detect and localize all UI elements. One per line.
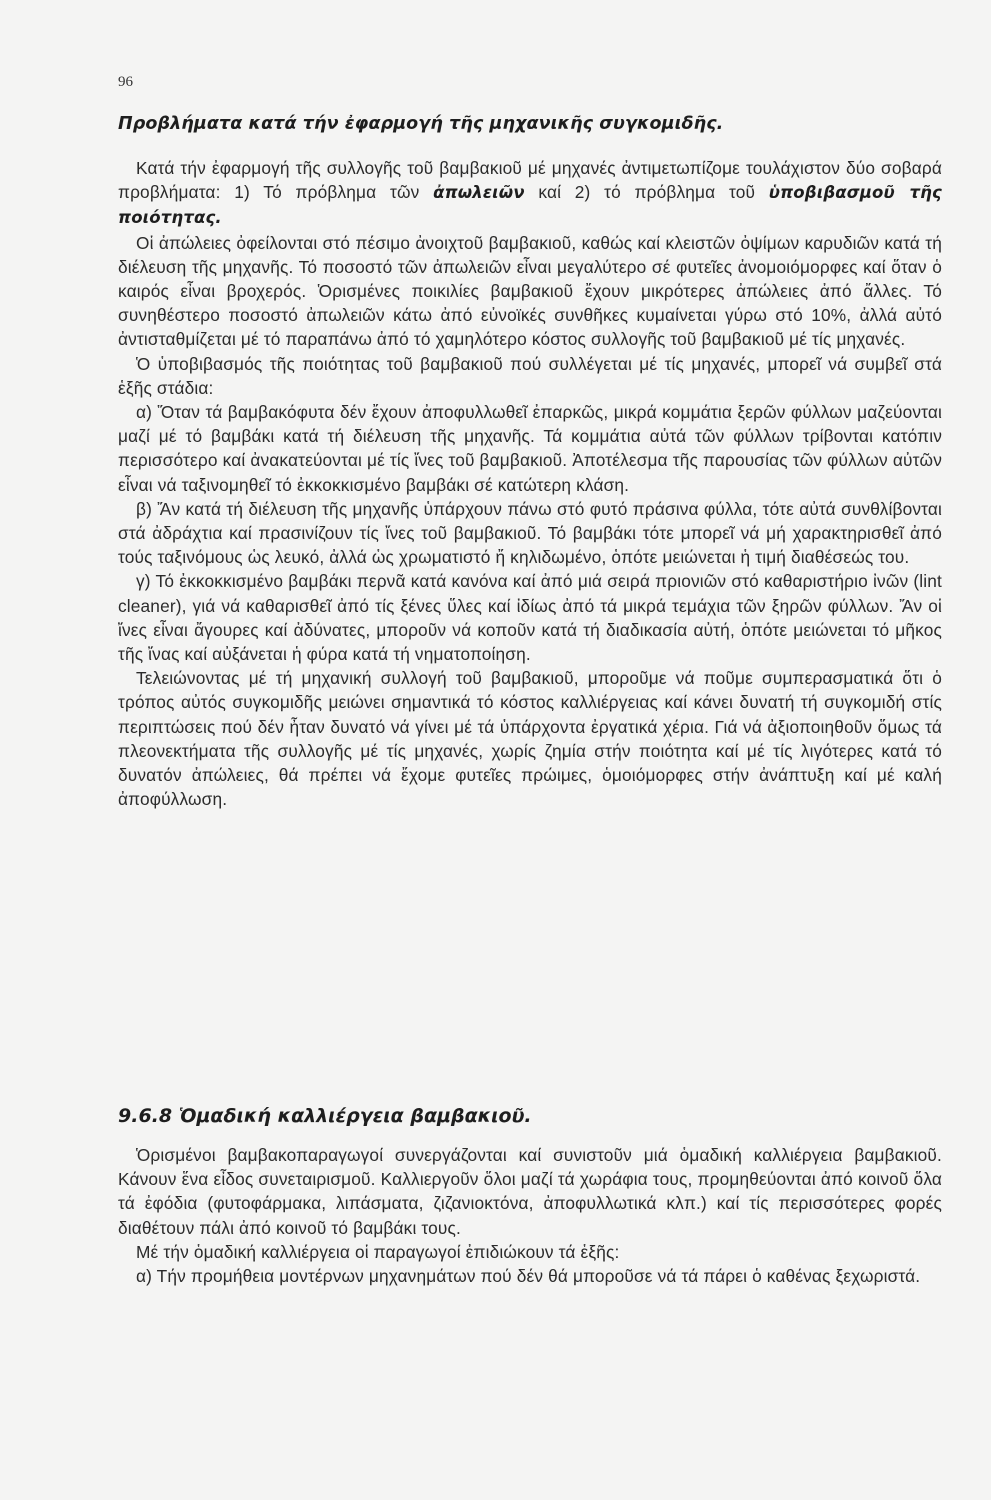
paragraph-losses: Οἱ ἀπώλειες ὀφείλονται στό πέσιμο ἀνοιχτοῦ βαμβακιοῦ, καθώς καί κλειστῶν ὀψίμων καρυδιῶν κατά τή διέλευση τῆς μηχανῆς. Τό ποσοστό τῶν ἀπωλειῶν εἶναι μεγαλύτερο σέ φυτεῖες ἀνομοιόμορφες καί ὅταν ὁ καιρός εἶναι βροχερός. Ὁρισμένες ποικιλίες βαμβακιοῦ ἔχουν μικρότερες ἀπώλειες ἀπό ἄλλες. Τό συνηθέστερο ποσοστό ἀπωλειῶν κάτω ἀπό εὐνοϊκές συνθῆκες κυμαίνεται γύρω στό 10%, ἀλλά αὐτό ἀντισταθμίζεται μέ τό παραπάνω ἀπό τό χαμηλότερο κόστος συλλογῆς τοῦ βαμβακιοῦ μέ τίς μηχανές. (118, 232, 942, 350)
paragraph-cooperative: Ὁρισμένοι βαμβακοπαραγωγοί συνεργάζονται καί συνιστοῦν μιά ὁμαδική καλλιέργεια βαμβακιοῦ. Κάνουν ἕνα εἶδος συνεταιρισμοῦ. Καλλιεργοῦν ὅλοι μαζί τά χωράφια τους, προμηθεύονται ἀπό κοινοῦ ὅλα τά ἐφόδια (φυτοφάρμακα, λιπάσματα, ζιζανιοκτόνα, ἀποφυλλωτικά κλπ.) καί τίς περισσότερες φορές διαθέτουν πάλι ἀπό κοινοῦ τό βαμβάκι τους. (118, 1145, 942, 1238)
list-item-a-dry-leaves: α) Ὅταν τά βαμβακόφυτα δέν ἔχουν ἀποφυλλωθεῖ ἐπαρκῶς, μικρά κομμάτια ξερῶν φύλλων μαζεύονται μαζί μέ τό βαμβάκι κατά τή διέλευση τῆς μηχανῆς. Τά κομμάτια αὐτά τῶν φύλλων τρίβονται κατόπιν περισσότερο καί ἀνακατεύονται μέ τίς ἴνες τοῦ βαμβακιοῦ. Ἀποτέλεσμα τῆς παρουσίας τῶν φύλλων αὐτῶν εἶναι νά ταξινομηθεῖ τό ἐκκοκκισμένο βαμβάκι σέ κατώτερη κλάση. (118, 402, 942, 495)
section-heading-group-cultivation: 9.6.8 Ὁμαδική καλλιέργεια βαμβακιοῦ. (118, 1105, 532, 1127)
emphasis-quality-downgrade: ὑποβιβασμοῦ τῆς ποιότητας. (118, 183, 942, 228)
emphasis-losses: ἀπωλειῶν (433, 183, 525, 203)
paragraph-text: Κατά τήν ἐφαρμογή τῆς συλλογῆς τοῦ βαμβακιοῦ μέ μηχανές ἀντιμετωπίζομε τουλάχιστον δύο σοβαρά προβλήματα: 1) Τό πρόβλημα τῶν (118, 158, 942, 203)
list-item-c-lint-cleaner: γ) Τό ἐκκοκκισμένο βαμβάκι περνᾶ κατά κανόνα καί ἀπό μιά σειρά πριονιῶν στό καθαριστήριο ἰνῶν (lint cleaner), γιά νά καθαρισθεῖ ἀπό τίς ξένες ὕλες καί ἰδίως ἀπό τά μικρά τεμάχια τῶν ξηρῶν φύλλων. Ἄν οἱ ἴνες εἶναι ἄγουρες καί ἀδύνατες, μποροῦν νά κοποῦν κατά τή διαδικασία αὐτή, ὁπότε μειώνεται τό μῆκος τῆς ἴνας καί αὐξάνεται ἡ φύρα κατά τή νηματοποίηση. (118, 571, 942, 665)
section-body-group-cultivation (118, 1143, 942, 1288)
paragraph-two-problems (118, 156, 942, 231)
list-item-a-machinery: α) Τήν προμήθεια μοντέρνων μηχανημάτων πού δέν θά μποροῦσε νά τά πάρει ὁ καθένας ξεχωριστά. (136, 1266, 921, 1287)
paragraph-text: καί 2) τό πρόβλημα τοῦ (524, 182, 769, 203)
section-body-harvest-problems (118, 156, 942, 811)
paragraph-goals-intro: Μέ τήν ὁμαδική καλλιέργεια οἱ παραγωγοί ἐπιδιώκουν τά ἑξῆς: (136, 1241, 620, 1262)
page-number: 96 (118, 74, 133, 90)
list-item-b-green-leaves: β) Ἄν κατά τή διέλευση τῆς μηχανῆς ὑπάρχουν πάνω στό φυτό πράσινα φύλλα, τότε αὐτά συνθλίβονται στά ἀδράχτια καί πρασινίζουν τίς ἴνες τοῦ βαμβακιοῦ. Τό βαμβάκι τότε μπορεῖ νά μή χαρακτηρισθεῖ ἀπό τούς ταξινόμους ὡς λευκό, ἀλλά ὡς χρωματιστό ἤ κηλιδωμένο, ὁπότε μειώνεται ἡ τιμή διαθέσεώς του. (118, 498, 942, 568)
section-heading-harvest-problems: Προβλήματα κατά τήν ἐφαρμογή τῆς μηχανικῆς συγκομιδῆς. (118, 114, 724, 134)
paragraph-quality-intro: Ὁ ὑποβιβασμός τῆς ποιότητας τοῦ βαμβακιοῦ πού συλλέγεται μέ τίς μηχανές, μπορεῖ νά συμβεῖ στά ἑξῆς στάδια: (118, 353, 942, 398)
paragraph-conclusion: Τελειώνοντας μέ τή μηχανική συλλογή τοῦ βαμβακιοῦ, μποροῦμε νά ποῦμε συμπερασματικά ὅτι ὁ τρόπος αὐτός συγκομιδῆς μειώνει σημαντικά τό κόστος καλλιέργειας καί κάνει δυνατή τή συγκομιδή στίς περιπτώσεις πού δέν ἦταν δυνατό νά γίνει μέ τά ὑπάρχοντα ἐργατικά χέρια. Γιά νά ἀξιοποιηθοῦν ὅμως τά πλεονεκτήματα τῆς συλλογῆς μέ τίς μηχανές, χωρίς ζημία στήν ποιότητα καί μέ τίς λιγότερες κατά τό δυνατόν ἀπώλειες, θά πρέπει νά ἔχομε φυτεῖες πρώιμες, ὁμοιόμορφες στήν ἀνάπτυξη καί μέ καλή ἀποφύλλωση. (118, 668, 942, 810)
